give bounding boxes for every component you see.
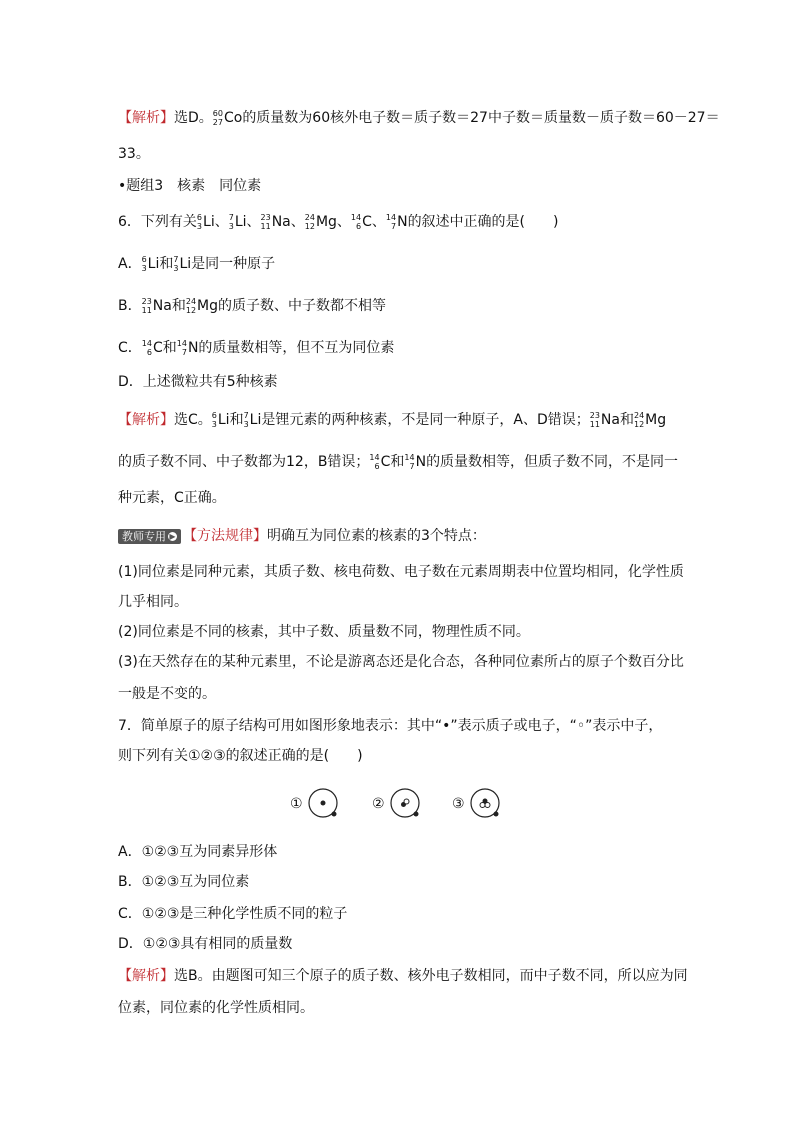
- figure-label-2: ②: [372, 796, 385, 812]
- isotope-n-14: 14 7 N: [176, 339, 199, 357]
- isotope-mg-24: 24 12 Mg: [633, 411, 667, 429]
- isotope-mg-24: 24 12 Mg: [185, 297, 219, 315]
- analysis-6-line-2: 的质子数不同、中子数都为12，B错误； 14 6 C和 14 7 N的质量数相等，但质子数不同，不是同一: [118, 453, 679, 471]
- figure-label-1: ①: [290, 796, 303, 812]
- isotope-n-14: 14 7 N: [404, 453, 427, 471]
- isotope-n-14: 14 7 N: [385, 213, 408, 231]
- analysis-7-line-1: 【解析】选B。由题图可知三个原子的质子数、核外电子数相同，而中子数不同，所以应为同: [118, 968, 688, 984]
- group-heading: •题组3 核素 同位素: [118, 178, 262, 194]
- teacher-note-p3-cont: 一般是不变的。: [118, 686, 216, 702]
- isotope-li-6: 6 3 Li: [211, 411, 230, 429]
- question-7-stem-1: 7．简单原子的原子结构可用如图形象地表示：其中“•”表示质子或电子，“◦”表示中子，: [118, 718, 663, 734]
- q6-option-a: A． 6 3 Li和 7 3 Li是同一种原子: [118, 255, 276, 273]
- analysis-tag: 【解析】: [118, 412, 174, 428]
- teacher-note-title: 教师专用 ▶ 【方法规律】明确互为同位素的核素的3个特点：: [118, 526, 486, 546]
- isotope-li-7: 7 3 Li: [173, 255, 192, 273]
- analysis-6-line-1: 【解析】选C。 6 3 Li和 7 3 Li是锂元素的两种核素，不是同一种原子，A、D错误； 23 11 Na和 24 12 Mg: [118, 411, 667, 429]
- q6-option-b: B． 23 11 Na和 24 12 Mg的质子数、中子数都不相等: [118, 297, 387, 315]
- isotope-mg-24: 24 12 Mg: [304, 213, 337, 231]
- atom-structure-figure: [280, 786, 520, 826]
- question-7-stem-2: 则下列有关①②③的叙述正确的是( ): [118, 748, 363, 764]
- analysis-6-line-3: 种元素，C正确。: [118, 490, 226, 506]
- isotope-li-7: 7 3 Li: [228, 213, 247, 231]
- figure-label-3: ③: [452, 796, 465, 812]
- isotope-c-14: 14 6 C: [369, 453, 391, 471]
- atom-diagram-1: [306, 786, 342, 822]
- teacher-note-p1-cont: 几乎相同。: [118, 594, 188, 610]
- q7-option-d: D．①②③具有相同的质量数: [118, 936, 293, 952]
- q6-option-d: D．上述微粒共有5种核素: [118, 374, 278, 390]
- isotope-na-23: 23 11 Na: [260, 213, 291, 231]
- q7-option-c: C．①②③是三种化学性质不同的粒子: [118, 906, 348, 922]
- question-6-stem: 6．下列有关 6 3 Li、 7 3 Li、 23 11 Na、 24 12 Mg、 14 6 C、 14 7 N的叙述中正确的是( ): [118, 213, 559, 231]
- analysis-tag: 【解析】: [118, 110, 174, 126]
- teacher-badge: 教师专用 ▶: [118, 529, 181, 544]
- isotope-na-23: 23 11 Na: [589, 411, 620, 429]
- q7-option-a: A．①②③互为同素异形体: [118, 844, 278, 860]
- atom-diagram-3: [468, 786, 504, 822]
- analysis-7-line-2: 位素，同位素的化学性质相同。: [118, 1000, 314, 1016]
- teacher-note-p3: (3)在天然存在的某种元素里，不论是游离态还是化合态，各种同位素所占的原子个数百分比: [118, 654, 684, 670]
- isotope-co-60: 60 27 Co: [212, 109, 243, 127]
- teacher-note-p1: (1)同位素是同种元素，其质子数、核电荷数、电子数在元素周期表中位置均相同，化学性质: [118, 564, 684, 580]
- isotope-c-14: 14 6 C: [350, 213, 372, 231]
- atom-diagram-2: [388, 786, 424, 822]
- q7-option-b: B．①②③互为同位素: [118, 874, 250, 890]
- isotope-list: 6 3 Li、 7 3 Li、 23 11 Na、 24 12 Mg、 14 6 C、 14 7 N: [196, 213, 408, 231]
- analysis-5-line-1: 【解析】选D。 60 27 Co的质量数为60核外电子数＝质子数＝27中子数＝质量数－质子数＝60－27＝: [118, 109, 720, 127]
- isotope-li-7: 7 3 Li: [243, 411, 262, 429]
- isotope-li-6: 6 3 Li: [196, 213, 215, 231]
- isotope-li-6: 6 3 Li: [141, 255, 160, 273]
- teacher-note-p2: (2)同位素是不同的核素，其中子数、质量数不同，物理性质不同。: [118, 624, 530, 640]
- q6-option-c: C． 14 6 C和 14 7 N的质量数相等，但不互为同位素: [118, 339, 395, 357]
- isotope-c-14: 14 6 C: [141, 339, 163, 357]
- isotope-na-23: 23 11 Na: [141, 297, 172, 315]
- analysis-tag: 【解析】: [118, 968, 174, 984]
- play-arrow-icon: ▶: [169, 532, 176, 541]
- analysis-5-line-2: 33。: [118, 146, 150, 162]
